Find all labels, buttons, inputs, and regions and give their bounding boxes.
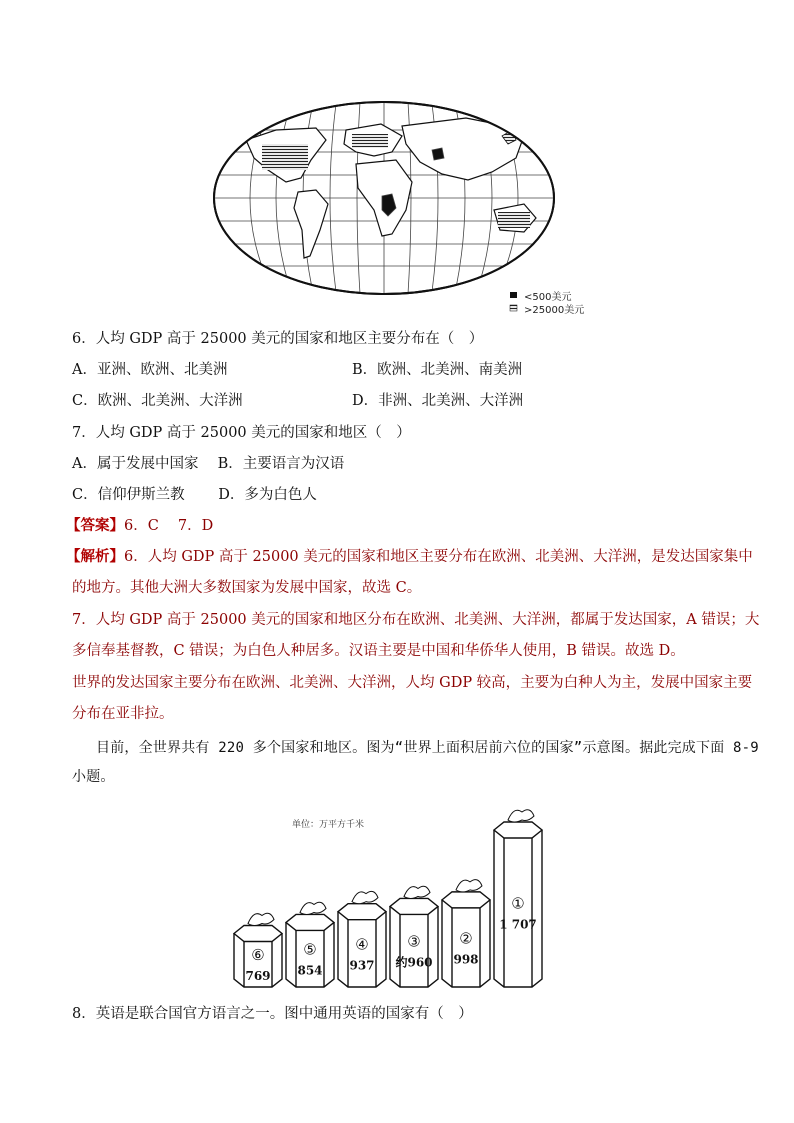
analysis-line-2: 的地方。其他大洲大多数国家为发展中国家，故选 C。 (72, 580, 422, 596)
prism-value-label: 1 707 (499, 917, 537, 932)
answer-tag: 【答案】 (66, 517, 124, 534)
answer-line (66, 516, 213, 536)
prism-bar (390, 886, 438, 987)
prism-bar (442, 880, 490, 987)
legend-high-swatch (510, 305, 517, 311)
world-map-figure (206, 100, 596, 322)
analysis-line-1 (66, 547, 753, 567)
intro-line-2: 小题。 (72, 769, 115, 785)
prism-bar (234, 913, 282, 987)
prism-value-label: 937 (349, 958, 375, 973)
q6-option-d: D．非洲、北美洲、大洋洲 (352, 393, 524, 409)
prism-rank-label: ③ (407, 932, 421, 951)
analysis-line-5: 世界的发达国家主要分布在欧洲、北美洲、大洋洲，人均 GDP 较高，主要为白种人为主，发展中国家主要 (72, 675, 753, 691)
analysis-tag: 【解析】 (66, 548, 124, 565)
area-chart-svg (222, 795, 582, 995)
prism-bar (286, 902, 334, 987)
analysis-line-3: 7．人均 GDP 高于 25000 美元的国家和地区分布在欧洲、北美洲、大洋洲，都属于发达国家，A 错误；大 (72, 612, 760, 628)
legend-low-label: <500美元 (524, 292, 572, 303)
prism-value-label: 998 (453, 952, 479, 967)
legend-high-label: >25000美元 (524, 305, 585, 316)
q8-stem: 8．英语是联合国官方语言之一。图中通用英语的国家有（ ） (72, 1006, 473, 1022)
analysis-line-6: 分布在亚非拉。 (72, 706, 174, 722)
q7-options-ab: A．属于发展中国家 B．主要语言为汉语 (72, 456, 345, 472)
prism-bar (494, 810, 542, 987)
q7-options-cd: C．信仰伊斯兰教 D．多为白色人 (72, 487, 317, 503)
q6-option-a: A．亚洲、欧洲、北美洲 (72, 362, 228, 378)
prism-value-label: 769 (245, 969, 271, 984)
prism-rank-label: ① (511, 894, 525, 913)
prism-value-label: 约960 (395, 955, 433, 970)
legend-low-swatch (510, 292, 517, 298)
intro-line-1: 目前，全世界共有 220 多个国家和地区。图为“世界上面积居前六位的国家”示意图。据此完成下面 8-9 (96, 740, 759, 756)
analysis-text-1: 6．人均 GDP 高于 25000 美元的国家和地区主要分布在欧洲、北美洲、大洋洲，是发达国家集中 (124, 549, 753, 565)
prism-rank-label: ② (459, 929, 473, 948)
prism-bar (338, 891, 386, 987)
q6-option-c: C．欧洲、北美洲、大洋洲 (72, 393, 243, 409)
prism-rank-label: ⑤ (303, 940, 317, 959)
answer-text: 6．C 7．D (124, 518, 214, 534)
prism-value-label: 854 (297, 963, 323, 978)
q7-stem: 7．人均 GDP 高于 25000 美元的国家和地区（ ） (72, 425, 411, 441)
prism-rank-label: ⑥ (251, 946, 265, 965)
chart-unit-label: 单位：万平方千米 (292, 820, 365, 830)
q6-option-b: B．欧洲、北美洲、南美洲 (352, 362, 523, 378)
q6-stem: 6．人均 GDP 高于 25000 美元的国家和地区主要分布在（ ） (72, 331, 484, 347)
analysis-line-4: 多信奉基督教，C 错误；为白色人种居多。汉语主要是中国和华侨华人使用，B 错误。故选 D。 (72, 643, 685, 659)
prism-rank-label: ④ (355, 935, 369, 954)
area-chart (222, 795, 582, 995)
